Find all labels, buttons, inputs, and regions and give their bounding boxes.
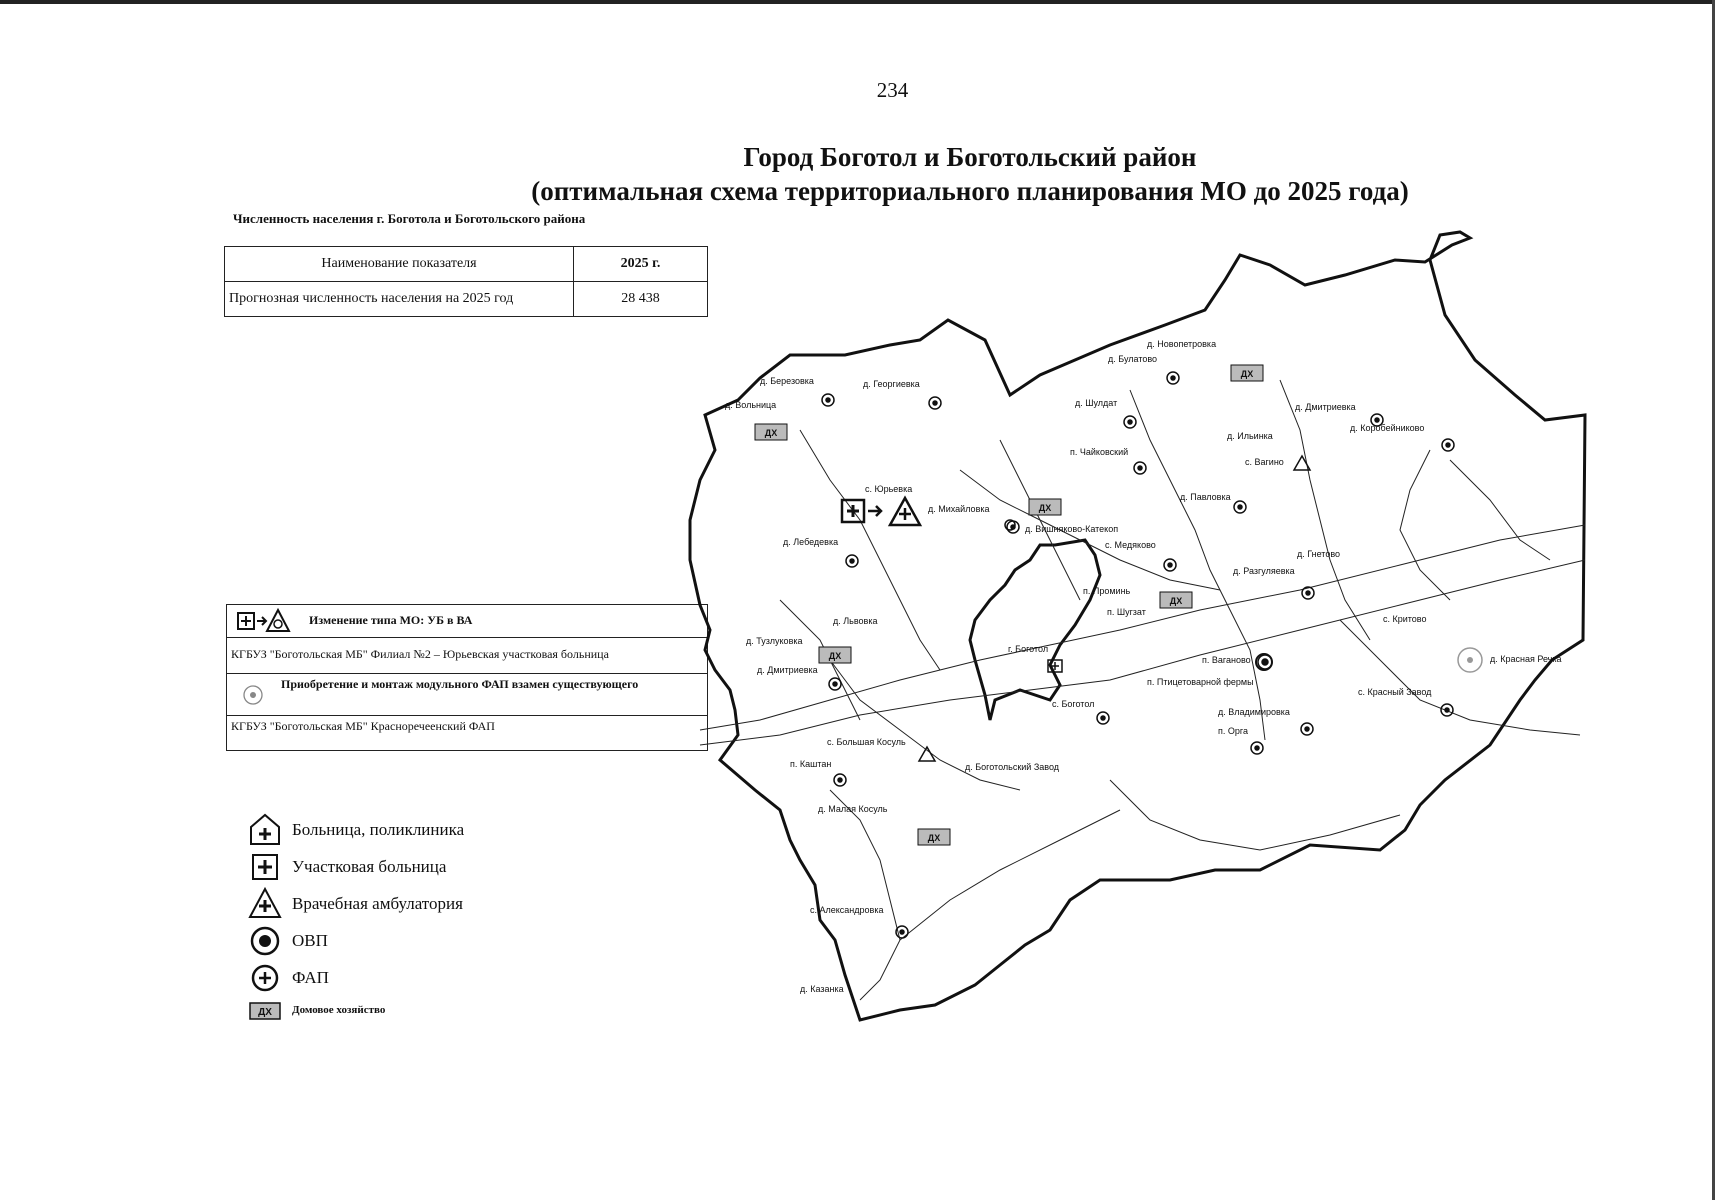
fap-marker xyxy=(1167,372,1179,384)
district-hospital-marker xyxy=(842,498,920,525)
place-label: д. Шулдат xyxy=(1075,398,1118,408)
town-boundary xyxy=(970,540,1100,720)
place-label: с. Медяково xyxy=(1105,540,1156,550)
home-care-marker xyxy=(819,647,851,663)
place-label: с. Юрьевка xyxy=(865,484,913,494)
place-label: д. Коробейниково xyxy=(1350,423,1425,433)
fap-marker xyxy=(1251,742,1263,754)
facility-markers xyxy=(822,372,1482,938)
fap-label: Приобретение и монтаж модульного ФАП взамен существующего xyxy=(281,677,639,691)
place-label: г. Боготол xyxy=(1008,644,1049,654)
svg-text:ДХ: ДХ xyxy=(1169,596,1183,606)
place-label: с. Вагино xyxy=(1245,457,1284,467)
fap-marker xyxy=(929,397,941,409)
svg-text:ДХ: ДХ xyxy=(1240,369,1254,379)
place-label: д. Дмитриевка xyxy=(1295,402,1356,412)
svg-text:ДХ: ДХ xyxy=(828,651,842,661)
legend-label: ФАП xyxy=(292,968,329,987)
place-label: д. Михайловка xyxy=(928,504,990,514)
legend-label: Больница, поликлиника xyxy=(292,820,465,839)
fap-marker xyxy=(1441,704,1453,716)
place-label: д. Лебедевка xyxy=(783,537,839,547)
fap-marker xyxy=(1301,723,1313,735)
title-line-2: (оптимальная схема территориального планирования МО до 2025 года) xyxy=(531,176,1409,206)
title-line-1: Город Боготол и Боготольский район xyxy=(743,142,1197,172)
place-label: д. Ильинка xyxy=(1227,431,1273,441)
fap-marker xyxy=(1134,462,1146,474)
svg-text:ДХ: ДХ xyxy=(764,428,778,438)
header-indicator: Наименование показателя xyxy=(225,247,574,282)
type-change-facility: КГБУЗ "Боготольская МБ" Филиал №2 – Юрьевская участковая больница xyxy=(231,647,609,661)
place-label: д. Разгуляевка xyxy=(1233,566,1295,576)
fap-marker xyxy=(1124,416,1136,428)
home-care-marker xyxy=(1231,365,1263,381)
fap-marker xyxy=(834,774,846,786)
place-label: с. Боготол xyxy=(1052,699,1095,709)
home-care-marker xyxy=(1029,499,1061,515)
place-label: с. Александровка xyxy=(810,905,884,915)
fap-marker xyxy=(829,678,841,690)
svg-text:ДХ: ДХ xyxy=(927,833,941,843)
place-label: п. Шугзат xyxy=(1107,607,1146,617)
place-label: п. Каштан xyxy=(790,759,832,769)
place-label: д. Вольница xyxy=(725,400,777,410)
page-number: 234 xyxy=(876,78,909,102)
svg-text:ДХ: ДХ xyxy=(258,1007,272,1018)
row-value: 28 438 xyxy=(574,282,708,317)
legend-label: Врачебная амбулатория xyxy=(292,894,463,913)
place-label: д. Владимировка xyxy=(1218,707,1290,717)
place-label: п. Чайковский xyxy=(1070,447,1129,457)
fap-marker xyxy=(1442,439,1454,451)
row-indicator: Прогнозная численность населения на 2025 год xyxy=(225,282,574,317)
place-label: п. Ваганово xyxy=(1202,655,1251,665)
place-label: д. Тузлуковка xyxy=(746,636,803,646)
home-care-marker xyxy=(918,829,950,845)
place-label: с. Большая Косуль xyxy=(827,737,906,747)
home-care-marker xyxy=(1160,592,1192,608)
fap-marker xyxy=(1302,587,1314,599)
place-label: п. Проминь xyxy=(1083,586,1131,596)
place-label: д. Новопетровка xyxy=(1147,339,1217,349)
place-label: д. Дмитриевка xyxy=(757,665,818,675)
fap-marker xyxy=(1007,521,1019,533)
place-labels xyxy=(725,339,1562,994)
place-label: д. Красная Речка xyxy=(1490,654,1562,664)
fap-marker xyxy=(1234,501,1246,513)
place-label: д. Львовка xyxy=(833,616,878,626)
legend-label: Домовое хозяйство xyxy=(292,1004,386,1016)
header-year: 2025 г. xyxy=(574,247,708,282)
place-label: д. Гнетово xyxy=(1297,549,1341,559)
place-label: д. Березовка xyxy=(760,376,814,386)
type-change-label: Изменение типа МО: УБ в ВА xyxy=(309,613,473,627)
place-label: д. Казанка xyxy=(800,984,844,994)
place-label: д. Павловка xyxy=(1180,492,1231,502)
fap-marker xyxy=(846,555,858,567)
home-care-markers xyxy=(755,365,1263,845)
place-label: д. Вишняково-Катекоп xyxy=(1025,524,1119,534)
fap-marker xyxy=(822,394,834,406)
place-label: п. Птицетоварной фермы xyxy=(1147,677,1254,687)
fap-facility: КГБУЗ "Боготольская МБ" Красноречеенский ФАП xyxy=(231,719,495,733)
fap-marker xyxy=(1458,648,1482,672)
fap-marker xyxy=(1097,712,1109,724)
place-label: д. Георгиевка xyxy=(863,379,920,389)
place-label: с. Красный Завод xyxy=(1358,687,1432,697)
fap-marker xyxy=(1164,559,1176,571)
place-label: д. Булатово xyxy=(1108,354,1158,364)
svg-text:ДХ: ДХ xyxy=(1038,503,1052,513)
place-label: с. Критово xyxy=(1383,614,1427,624)
population-caption: Численность населения г. Боготола и Боготольского района xyxy=(233,211,586,226)
legend-label: ОВП xyxy=(292,931,328,950)
legend-label: Участковая больница xyxy=(292,857,447,876)
place-label: п. Орга xyxy=(1218,726,1248,736)
place-label: д. Боготольский Завод xyxy=(965,762,1059,772)
place-label: д. Малая Косуль xyxy=(818,804,888,814)
home-care-marker xyxy=(755,424,787,440)
